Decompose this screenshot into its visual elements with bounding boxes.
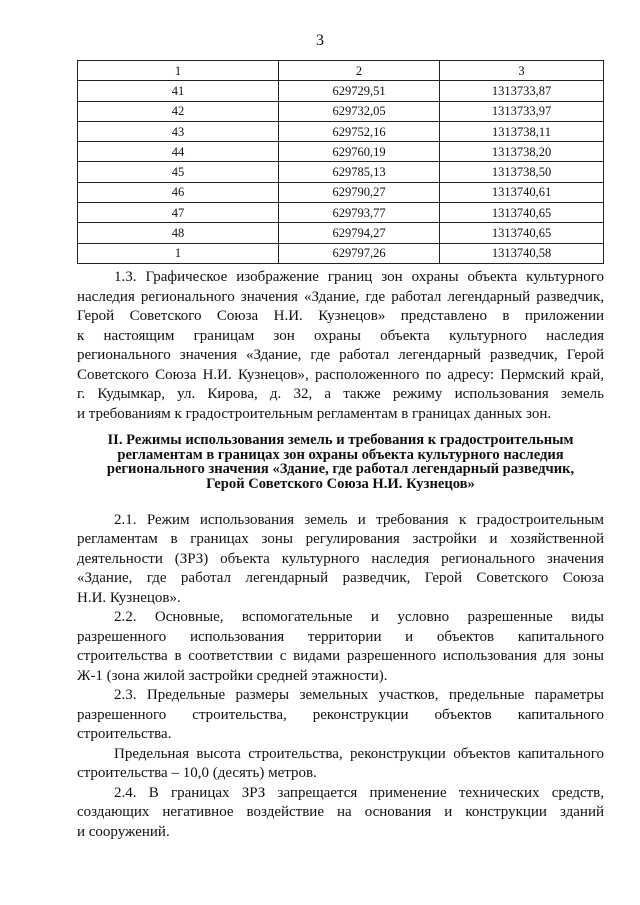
table-cell: 44 xyxy=(78,142,279,162)
text-line: деятельности (ЗРЗ) объекта культурного наследия регионального значения xyxy=(77,551,604,567)
heading-line: Герой Советского Союза Н.И. Кузнецов» xyxy=(206,475,475,492)
text-line: строительства в соответствии с видами разрешенного использования для зоны xyxy=(77,648,604,664)
table-cell: 1313740,58 xyxy=(440,243,604,263)
table-row xyxy=(78,223,604,243)
table-cell: 47 xyxy=(78,203,279,223)
table-cell: 1313740,61 xyxy=(440,182,604,202)
table-cell: 1313738,11 xyxy=(440,121,604,141)
text-line: 2.4. В границах ЗРЗ запрещается применение технических средств, xyxy=(114,785,604,801)
text-line: Н.И. Кузнецов». xyxy=(77,590,181,606)
table-cell: 3 xyxy=(440,61,604,81)
heading-line: II. Режимы использования земель и требования к градостроительным xyxy=(107,432,574,448)
table-row xyxy=(78,101,604,121)
table-row xyxy=(78,203,604,223)
table-cell: 629729,51 xyxy=(279,81,440,101)
table-cell: 629794,27 xyxy=(279,223,440,243)
text-line: Ж-1 (зона жилой застройки средней этажности). xyxy=(77,668,388,684)
text-line: Предельная высота строительства, реконструкции объектов капитального xyxy=(114,746,604,762)
text-line: и сооружений. xyxy=(77,824,170,840)
table-cell: 1 xyxy=(78,243,279,263)
table-cell: 48 xyxy=(78,223,279,243)
coordinates-table xyxy=(77,60,604,264)
text-line: и требованиям к градостроительным регламентам в границах данных зон. xyxy=(77,406,552,422)
table-row xyxy=(78,162,604,182)
text-line: 2.2. Основные, вспомогательные и условно разрешенные виды xyxy=(114,609,604,625)
text-line: строительства. xyxy=(77,726,172,742)
table-cell: 629752,16 xyxy=(279,121,440,141)
text-line: создающих негативное воздействие на основания и конструкции зданий xyxy=(77,804,604,820)
table-cell: 629790,27 xyxy=(279,182,440,202)
table-cell: 1 xyxy=(78,61,279,81)
text-line: к настоящим границам зон охраны объекта культурного наследия xyxy=(77,328,604,344)
text-line: г. Кудымкар, ул. Кирова, д. 32, а также режиму использования земель xyxy=(77,386,604,402)
table-row xyxy=(78,243,604,263)
table-cell: 1313733,97 xyxy=(440,101,604,121)
table-cell: 1313740,65 xyxy=(440,203,604,223)
table-cell: 46 xyxy=(78,182,279,202)
table-cell: 1313738,20 xyxy=(440,142,604,162)
heading-line: регламентам в границах зон охраны объекта культурного наследия xyxy=(117,446,564,463)
table-header-row xyxy=(78,61,604,81)
table-row xyxy=(78,121,604,141)
table-cell: 41 xyxy=(78,81,279,101)
text-line: 2.3. Предельные размеры земельных участков, предельные параметры xyxy=(114,687,604,703)
text-line: регламентам в границах зоны регулирования застройки и хозяйственной xyxy=(77,531,604,547)
page-number: 3 xyxy=(316,32,324,49)
section-heading xyxy=(80,433,601,491)
table-cell: 1313733,87 xyxy=(440,81,604,101)
table-row xyxy=(78,182,604,202)
table-cell: 629797,26 xyxy=(279,243,440,263)
text-line: «Здание, где работал легендарный разведчик, Герой Советского Союза xyxy=(77,570,604,586)
text-line: Герой Советского Союза Н.И. Кузнецов» представлено в приложении xyxy=(77,308,604,324)
table-cell: 42 xyxy=(78,101,279,121)
table-cell: 629760,19 xyxy=(279,142,440,162)
text-line: 1.3. Графическое изображение границ зон охраны объекта культурного xyxy=(114,269,604,285)
text-line: регионального значения «Здание, где работал легендарный разведчик, Герой xyxy=(77,347,604,363)
table-cell: 629785,13 xyxy=(279,162,440,182)
table-row xyxy=(78,81,604,101)
text-line: Советского Союза Н.И. Кузнецов», расположенного по адресу: Пермский край, xyxy=(77,367,604,383)
table-cell: 43 xyxy=(78,121,279,141)
table-cell: 1313740,65 xyxy=(440,223,604,243)
text-line: строительства – 10,0 (десять) метров. xyxy=(77,765,317,781)
text-line: 2.1. Режим использования земель и требования к градостроительным xyxy=(114,512,604,528)
table-cell: 2 xyxy=(279,61,440,81)
table-cell: 1313738,50 xyxy=(440,162,604,182)
text-line: разрешенного использования территории и объектов капитального xyxy=(77,629,604,645)
heading-line: регионального значения «Здание, где работал легендарный разведчик, xyxy=(106,461,575,478)
text-line: разрешенного строительства, реконструкции объектов капитального xyxy=(77,707,604,723)
table-row xyxy=(78,142,604,162)
table-cell: 629793,77 xyxy=(279,203,440,223)
table-cell: 45 xyxy=(78,162,279,182)
text-line: наследия регионального значения «Здание, где работал легендарный разведчик, xyxy=(77,289,604,305)
table-cell: 629732,05 xyxy=(279,101,440,121)
